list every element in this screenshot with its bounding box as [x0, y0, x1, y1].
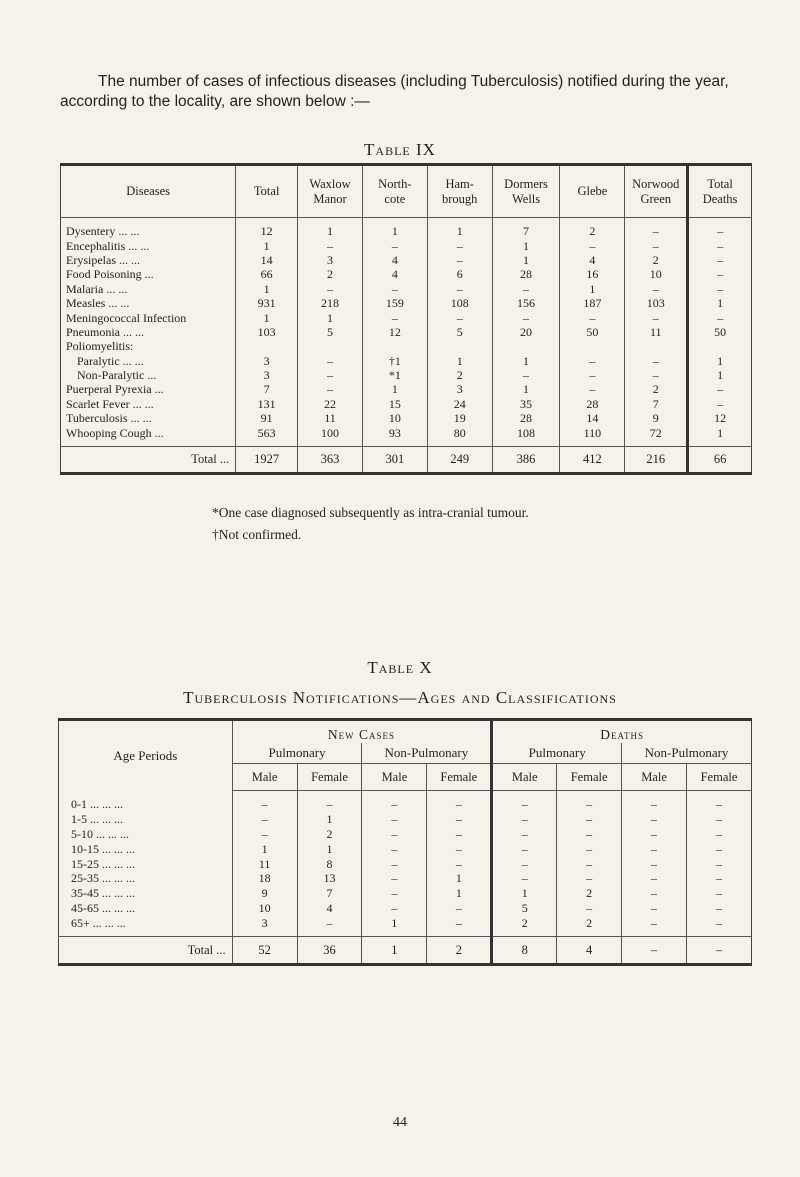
table-cell: – [557, 901, 622, 916]
total-cell: 412 [560, 446, 625, 473]
table-cell: – [362, 812, 427, 827]
table-row [61, 238, 752, 252]
table-cell: 11 [232, 856, 297, 871]
table-cell: – [622, 797, 687, 812]
total-cell: 363 [298, 446, 363, 473]
table-cell: *1 [362, 368, 427, 382]
header-male: Male [232, 764, 297, 791]
table-cell [362, 339, 427, 353]
table-cell: – [622, 812, 687, 827]
table-cell: – [362, 841, 427, 856]
total-cell: 66 [688, 446, 752, 473]
table-cell: 22 [298, 397, 363, 411]
table-cell: 12 [362, 325, 427, 339]
table-row [59, 871, 752, 886]
table-row [59, 901, 752, 916]
age-period: 35-45 ... ... ... [71, 886, 135, 901]
table-cell: 110 [560, 425, 625, 439]
table-cell: 5 [298, 325, 363, 339]
table-cell: – [622, 886, 687, 901]
header-deaths-pulmonary: Pulmonary [492, 743, 622, 764]
total-cell: 1 [362, 937, 427, 965]
table-row [61, 354, 752, 368]
table-row [61, 310, 752, 324]
disease-name: Pneumonia ... ... [66, 324, 144, 339]
table-cell: – [427, 310, 492, 324]
table-cell: 11 [298, 411, 363, 425]
table-cell: 8 [297, 856, 362, 871]
table-row [59, 827, 752, 842]
table-cell [236, 339, 298, 353]
table-cell: 66 [236, 267, 298, 281]
header-glebe: Glebe [560, 165, 625, 218]
header-new-pulmonary: Pulmonary [232, 743, 362, 764]
table-cell: – [622, 856, 687, 871]
total-cell: 8 [492, 937, 557, 965]
disease-name: Scarlet Fever ... ... [66, 396, 154, 411]
table-cell: 1 [492, 354, 560, 368]
table-cell: 10 [232, 901, 297, 916]
table-cell: 218 [298, 296, 363, 310]
table-cell: – [622, 915, 687, 930]
table-cell: 131 [236, 397, 298, 411]
header-male: Male [362, 764, 427, 791]
header-total-deaths: Total Deaths [688, 165, 752, 218]
table-cell: – [427, 827, 492, 842]
table-cell: 103 [625, 296, 688, 310]
table-cell: 7 [297, 886, 362, 901]
total-cell: 52 [232, 937, 297, 965]
table-row [61, 253, 752, 267]
table-x [58, 718, 752, 966]
table-cell: – [688, 397, 752, 411]
table-cell: – [560, 382, 625, 396]
table-cell: – [557, 827, 622, 842]
table-cell: 5 [427, 325, 492, 339]
table-cell: – [298, 282, 363, 296]
age-period: 25-35 ... ... ... [71, 871, 135, 886]
table-cell: – [686, 797, 751, 812]
table-row [59, 812, 752, 827]
table-cell: – [427, 812, 492, 827]
table-cell: – [492, 841, 557, 856]
disease-name: Poliomyelitis: [66, 339, 134, 354]
table-cell: – [557, 856, 622, 871]
table-cell: – [362, 797, 427, 812]
table-cell: 7 [625, 397, 688, 411]
table-cell [560, 339, 625, 353]
table-cell: – [297, 915, 362, 930]
footnote-dagger: †Not confirmed. [212, 527, 302, 542]
table-cell: 2 [492, 915, 557, 930]
table-ix-body [61, 218, 752, 474]
table-cell: 1 [298, 310, 363, 324]
header-female: Female [686, 764, 751, 791]
table-cell: 1 [492, 238, 560, 252]
table-cell: 1 [362, 382, 427, 396]
table-cell: 1 [297, 812, 362, 827]
table-cell: – [560, 238, 625, 252]
table-cell: – [232, 812, 297, 827]
table-cell: – [232, 827, 297, 842]
table-row [61, 267, 752, 281]
table-cell: †1 [362, 354, 427, 368]
table-cell: – [686, 841, 751, 856]
table-cell: – [560, 354, 625, 368]
table-cell: 13 [297, 871, 362, 886]
table-cell: 2 [625, 382, 688, 396]
age-period: 5-10 ... ... ... [71, 826, 129, 841]
table-cell: 28 [492, 411, 560, 425]
table-cell: 1 [688, 368, 752, 382]
table-cell: – [686, 856, 751, 871]
total-label: Total ... [191, 452, 230, 467]
table-cell: – [362, 827, 427, 842]
table-cell [688, 339, 752, 353]
table-cell: – [688, 238, 752, 252]
table-cell: 14 [560, 411, 625, 425]
age-period: 65+ ... ... ... [71, 915, 126, 930]
table-cell: 3 [236, 368, 298, 382]
table-cell: 1 [492, 886, 557, 901]
table-cell: 108 [427, 296, 492, 310]
table-cell: 7 [236, 382, 298, 396]
disease-name: Malaria ... ... [66, 281, 128, 296]
table-cell: 1 [560, 282, 625, 296]
disease-name: Non-Paralytic ... [77, 368, 157, 383]
total-cell: 301 [362, 446, 427, 473]
table-cell: – [427, 238, 492, 252]
table-cell: 1 [688, 425, 752, 439]
table-cell: – [622, 827, 687, 842]
table-cell: – [622, 871, 687, 886]
table-cell: 11 [625, 325, 688, 339]
table-cell: 20 [492, 325, 560, 339]
table-cell: – [557, 797, 622, 812]
total-cell: – [622, 937, 687, 965]
table-cell: 1 [492, 253, 560, 267]
table-cell: 28 [492, 267, 560, 281]
table-cell: – [557, 812, 622, 827]
table-cell: 50 [560, 325, 625, 339]
table-cell: 80 [427, 425, 492, 439]
table-cell: 1 [236, 282, 298, 296]
total-row [61, 446, 752, 473]
table-cell: 24 [427, 397, 492, 411]
table-ix-caption: Table IX [364, 140, 436, 159]
header-waxlow-manor: Waxlow Manor [298, 165, 363, 218]
table-cell: – [686, 812, 751, 827]
table-cell: 1 [688, 354, 752, 368]
disease-name: Erysipelas ... ... [66, 252, 140, 267]
disease-name: Measles ... ... [66, 296, 130, 311]
age-period: 45-65 ... ... ... [71, 900, 135, 915]
header-female: Female [557, 764, 622, 791]
age-period: 15-25 ... ... ... [71, 856, 135, 871]
table-cell [427, 339, 492, 353]
table-cell: 5 [492, 901, 557, 916]
table-cell: 563 [236, 425, 298, 439]
header-female: Female [427, 764, 492, 791]
table-cell: 72 [625, 425, 688, 439]
table-cell: 100 [298, 425, 363, 439]
table-cell: – [686, 886, 751, 901]
total-label: Total ... [187, 943, 226, 958]
table-cell: – [232, 797, 297, 812]
table-cell: 16 [560, 267, 625, 281]
table-cell: – [492, 282, 560, 296]
header-hambrough: Ham- brough [427, 165, 492, 218]
total-cell: 1927 [236, 446, 298, 473]
table-row [61, 325, 752, 339]
table-cell: – [688, 253, 752, 267]
table-cell: – [622, 841, 687, 856]
table-ix [60, 163, 752, 475]
table-cell: – [362, 901, 427, 916]
header-dormers-wells: Dormers Wells [492, 165, 560, 218]
disease-name: Dysentery ... ... [66, 224, 140, 239]
table-cell: 108 [492, 425, 560, 439]
table-cell: 1 [427, 354, 492, 368]
table-cell: 1 [236, 238, 298, 252]
table-cell: – [298, 238, 363, 252]
table-cell: – [427, 797, 492, 812]
table-cell: 103 [236, 325, 298, 339]
table-cell: 1 [297, 841, 362, 856]
table-cell: – [362, 886, 427, 901]
table-cell: – [427, 915, 492, 930]
age-period: 10-15 ... ... ... [71, 841, 135, 856]
table-cell: 6 [427, 267, 492, 281]
disease-name: Puerperal Pyrexia ... [66, 382, 164, 397]
table-cell: – [688, 224, 752, 238]
table-cell: – [686, 871, 751, 886]
table-cell: – [427, 841, 492, 856]
table-cell [625, 339, 688, 353]
table-row [59, 841, 752, 856]
disease-name: Paralytic ... ... [77, 353, 144, 368]
table-cell: 4 [560, 253, 625, 267]
header-norwood-green: Norwood Green [625, 165, 688, 218]
table-cell: – [688, 282, 752, 296]
table-cell: 4 [297, 901, 362, 916]
table-cell: – [362, 856, 427, 871]
table-row [61, 339, 752, 353]
age-period: 1-5 ... ... ... [71, 812, 123, 827]
header-total: Total [236, 165, 298, 218]
table-cell: 12 [688, 411, 752, 425]
total-row [59, 937, 752, 965]
header-deaths: Deaths [492, 720, 752, 744]
header-female: Female [297, 764, 362, 791]
header-new-non-pulmonary: Non-Pulmonary [362, 743, 492, 764]
table-cell: 93 [362, 425, 427, 439]
table-cell: – [427, 253, 492, 267]
table-cell: 10 [625, 267, 688, 281]
disease-name: Food Poisoning ... [66, 267, 154, 282]
table-cell: 3 [232, 915, 297, 930]
table-cell: – [622, 901, 687, 916]
table-cell: 9 [232, 886, 297, 901]
table-cell: 4 [362, 253, 427, 267]
disease-name: Whooping Cough ... [66, 425, 164, 440]
table-cell: – [427, 901, 492, 916]
table-cell: – [492, 310, 560, 324]
header-northcote: North- cote [362, 165, 427, 218]
header-male: Male [492, 764, 557, 791]
table-cell: 12 [236, 224, 298, 238]
table-row [61, 296, 752, 310]
page-number: 44 [393, 1115, 407, 1130]
table-cell: 3 [236, 354, 298, 368]
total-cell: 249 [427, 446, 492, 473]
table-cell: – [427, 282, 492, 296]
table-cell: 1 [236, 310, 298, 324]
table-cell: 91 [236, 411, 298, 425]
table-cell: – [686, 915, 751, 930]
table-cell: – [362, 282, 427, 296]
table-row [61, 411, 752, 425]
table-cell: – [298, 368, 363, 382]
table-cell: 3 [298, 253, 363, 267]
total-cell: 386 [492, 446, 560, 473]
header-male: Male [622, 764, 687, 791]
table-cell: – [686, 901, 751, 916]
header-deaths-non-pulmonary: Non-Pulmonary [622, 743, 752, 764]
table-cell: – [297, 797, 362, 812]
table-x-body [59, 791, 752, 965]
total-cell: 36 [297, 937, 362, 965]
table-cell: 2 [625, 253, 688, 267]
table-cell [298, 339, 363, 353]
table-cell: – [625, 368, 688, 382]
table-cell: – [492, 827, 557, 842]
table-cell: – [492, 797, 557, 812]
table-cell: – [557, 871, 622, 886]
table-cell: – [560, 310, 625, 324]
table-cell: 1 [298, 224, 363, 238]
disease-name: Encephalitis ... ... [66, 238, 150, 253]
age-period: 0-1 ... ... ... [71, 797, 123, 812]
total-cell: 216 [625, 446, 688, 473]
table-cell: 50 [688, 325, 752, 339]
table-row [59, 886, 752, 901]
table-cell: 2 [298, 267, 363, 281]
table-cell: – [492, 871, 557, 886]
table-cell: 2 [557, 915, 622, 930]
table-cell: – [362, 238, 427, 252]
table-cell: 156 [492, 296, 560, 310]
table-row [61, 224, 752, 238]
table-cell: – [362, 871, 427, 886]
table-cell: 2 [297, 827, 362, 842]
table-row [61, 382, 752, 396]
table-cell: – [362, 310, 427, 324]
table-cell: 159 [362, 296, 427, 310]
total-cell: – [686, 937, 751, 965]
table-cell [492, 339, 560, 353]
disease-name: Tuberculosis ... ... [66, 411, 152, 426]
table-cell: – [688, 382, 752, 396]
header-age-periods: Age Periods [113, 747, 178, 763]
table-row [61, 397, 752, 411]
intro-paragraph: The number of cases of infectious diseases (including Tuberculosis) notified during the year, according to the locality, are shown below :— [60, 73, 729, 110]
table-cell: 4 [362, 267, 427, 281]
table-cell: – [688, 310, 752, 324]
table-cell: – [560, 368, 625, 382]
table-cell: – [625, 238, 688, 252]
table-cell: 1 [362, 224, 427, 238]
table-cell: 14 [236, 253, 298, 267]
table-cell: – [492, 856, 557, 871]
table-cell: 10 [362, 411, 427, 425]
table-cell: 35 [492, 397, 560, 411]
table-cell: 1 [427, 224, 492, 238]
table-cell: – [557, 841, 622, 856]
table-cell: 2 [560, 224, 625, 238]
table-cell: 1 [427, 871, 492, 886]
table-cell: 1 [492, 382, 560, 396]
table-cell: – [427, 856, 492, 871]
table-cell: – [625, 310, 688, 324]
table-cell: – [625, 224, 688, 238]
table-cell: 1 [232, 841, 297, 856]
table-cell: 2 [427, 368, 492, 382]
table-cell: 18 [232, 871, 297, 886]
table-cell: 9 [625, 411, 688, 425]
table-cell: – [625, 282, 688, 296]
table-cell: – [492, 812, 557, 827]
table-cell: 1 [688, 296, 752, 310]
table-row [59, 856, 752, 871]
table-cell: – [625, 354, 688, 368]
table-row [59, 797, 752, 812]
total-cell: 2 [427, 937, 492, 965]
total-cell: 4 [557, 937, 622, 965]
table-cell: 931 [236, 296, 298, 310]
header-diseases: Diseases [126, 184, 171, 198]
header-new-cases: New Cases [232, 720, 492, 744]
table-cell: 1 [427, 886, 492, 901]
table-cell: – [688, 267, 752, 281]
table-row [61, 368, 752, 382]
table-x-subtitle: Tuberculosis Notifications—Ages and Classifications [183, 688, 617, 707]
table-row [59, 915, 752, 930]
table-cell: 19 [427, 411, 492, 425]
table-cell: – [298, 382, 363, 396]
table-x-caption: Table X [367, 658, 433, 677]
table-cell: – [298, 354, 363, 368]
table-cell: 3 [427, 382, 492, 396]
table-row [61, 282, 752, 296]
table-row [61, 425, 752, 439]
table-cell: – [686, 827, 751, 842]
table-cell: 7 [492, 224, 560, 238]
disease-name: Meningococcal Infection [66, 310, 187, 325]
table-cell: 15 [362, 397, 427, 411]
table-cell: 28 [560, 397, 625, 411]
table-cell: 2 [557, 886, 622, 901]
table-cell: – [492, 368, 560, 382]
footnote-asterisk: *One case diagnosed subsequently as intra-cranial tumour. [212, 505, 529, 520]
table-cell: 187 [560, 296, 625, 310]
table-cell: 1 [362, 915, 427, 930]
